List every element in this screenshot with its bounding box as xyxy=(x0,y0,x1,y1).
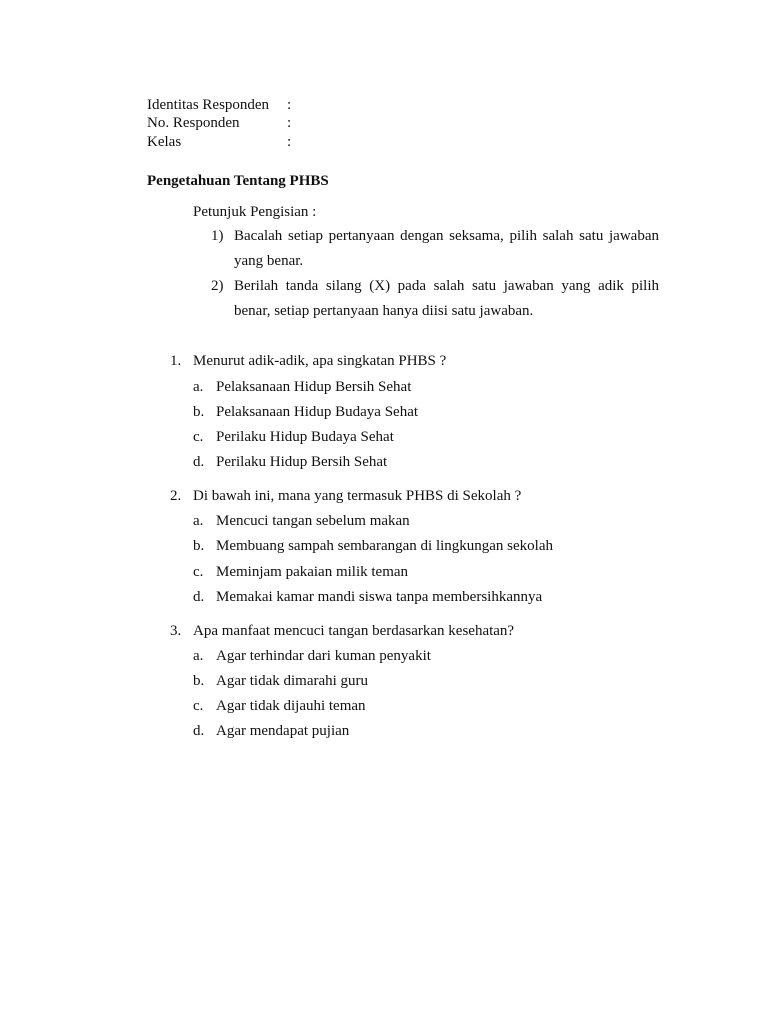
option-letter: a. xyxy=(193,648,204,664)
option-text: Mencuci tangan sebelum makan xyxy=(216,513,410,529)
option-letter: d. xyxy=(193,589,205,605)
option-row xyxy=(193,402,418,422)
option-text: Perilaku Hidup Bersih Sehat xyxy=(216,454,388,470)
identity-row-class xyxy=(147,133,292,151)
option-letter: c. xyxy=(193,429,204,445)
instruction-text: Berilah tanda silang (X) pada salah satu jawaban yang adik pilih benar, setiap pertanyaan hanya diisi satu jawaban. xyxy=(234,278,659,319)
identity-row-number xyxy=(147,114,292,132)
option-letter: c. xyxy=(193,698,204,714)
instruction-item xyxy=(211,224,659,274)
identity-label: Kelas xyxy=(147,134,182,150)
option-row xyxy=(193,452,387,472)
option-row xyxy=(193,536,553,556)
option-text: Membuang sampah sembarangan di lingkungan sekolah xyxy=(216,538,554,554)
identity-row-respondent xyxy=(147,96,292,114)
option-row xyxy=(193,511,410,531)
question-text: Menurut adik-adik, apa singkatan PHBS ? xyxy=(193,353,447,369)
question-number: 2. xyxy=(170,488,182,504)
option-row xyxy=(193,587,542,607)
identity-colon: : xyxy=(287,134,292,150)
option-text: Pelaksanaan Hidup Bersih Sehat xyxy=(216,379,412,395)
option-letter: b. xyxy=(193,673,205,689)
option-text: Agar tidak dimarahi guru xyxy=(216,673,369,689)
identity-colon: : xyxy=(287,115,292,131)
question-text: Apa manfaat mencuci tangan berdasarkan kesehatan? xyxy=(193,623,515,639)
instructions-title: Petunjuk Pengisian : xyxy=(193,204,317,220)
option-letter: c. xyxy=(193,564,204,580)
option-letter: a. xyxy=(193,379,204,395)
option-row xyxy=(193,427,394,447)
option-text: Agar mendapat pujian xyxy=(216,723,350,739)
question-text: Di bawah ini, mana yang termasuk PHBS di Sekolah ? xyxy=(193,488,522,504)
option-row xyxy=(193,646,431,666)
option-letter: b. xyxy=(193,538,205,554)
section-title: Pengetahuan Tentang PHBS xyxy=(147,173,329,189)
instruction-text: Bacalah setiap pertanyaan dengan seksama, pilih salah satu jawaban yang benar. xyxy=(234,228,659,269)
question-number: 1. xyxy=(170,353,182,369)
identity-label: No. Responden xyxy=(147,115,240,131)
option-text: Meminjam pakaian milik teman xyxy=(216,564,409,580)
option-text: Agar terhindar dari kuman penyakit xyxy=(216,648,431,664)
option-row xyxy=(193,562,408,582)
option-letter: d. xyxy=(193,723,205,739)
instruction-number: 2) xyxy=(211,278,224,294)
instruction-item xyxy=(211,274,659,324)
option-letter: d. xyxy=(193,454,205,470)
identity-label: Identitas Responden xyxy=(147,97,270,113)
option-text: Pelaksanaan Hidup Budaya Sehat xyxy=(216,404,419,420)
option-text: Perilaku Hidup Budaya Sehat xyxy=(216,429,394,445)
option-row xyxy=(193,696,366,716)
question-2 xyxy=(170,486,521,506)
question-3 xyxy=(170,621,514,641)
option-row xyxy=(193,721,349,741)
option-row xyxy=(193,671,368,691)
instruction-number: 1) xyxy=(211,228,224,244)
question-number: 3. xyxy=(170,623,182,639)
option-text: Agar tidak dijauhi teman xyxy=(216,698,366,714)
identity-colon: : xyxy=(287,97,292,113)
question-1 xyxy=(170,351,446,371)
option-letter: a. xyxy=(193,513,204,529)
option-letter: b. xyxy=(193,404,205,420)
option-row xyxy=(193,377,411,397)
option-text: Memakai kamar mandi siswa tanpa membersihkannya xyxy=(216,589,543,605)
